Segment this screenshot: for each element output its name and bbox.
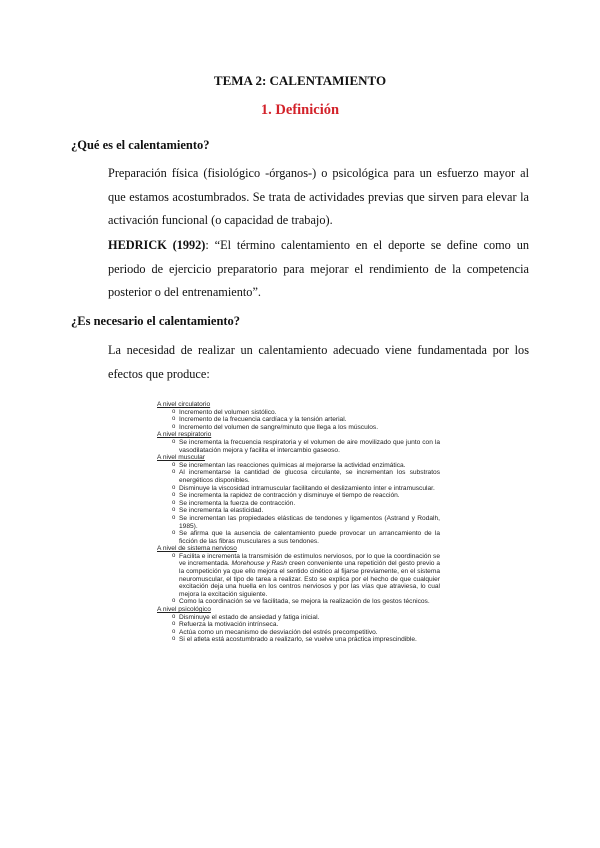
hedrick-quote-paragraph — [108, 234, 529, 305]
list-item: o Se incrementan las reacciones químicas al mejorarse la actividad enzimática. — [157, 462, 440, 470]
question-is-warmup-necessary: ¿Es necesario el calentamiento? — [71, 314, 241, 328]
hedrick-citation: HEDRICK (1992) — [108, 238, 206, 252]
list-item: o Se incrementa la elasticidad. — [157, 507, 440, 515]
nervous-authors: Morehouse y Rash — [231, 560, 287, 568]
list-item: o Disminuye el estado de ansiedad y fatiga inicial. — [157, 614, 440, 622]
list-item: o Incremento del volumen sistólico. — [157, 409, 440, 417]
list-item: o Se incrementa la rapidez de contracción y disminuye el tiempo de reacción. — [157, 492, 440, 500]
document-heading: TEMA 2: CALENTAMIENTO — [213, 73, 387, 88]
definition-paragraph: Preparación física (fisiológico -órganos-) o psicológica para un esfuerzo mayor al que estamos acostumbrados. Se trata de actividades previas que sirven para elevar la activación funcional (o capacidad de trabajo). — [108, 166, 529, 227]
effects-respiratory-label: A nivel respiratorio — [157, 431, 212, 439]
necessity-paragraph: La necesidad de realizar un calentamiento adecuado viene fundamentada por los efectos que produce: — [108, 343, 529, 381]
list-item: o Refuerza la motivación intrínseca. — [157, 621, 440, 629]
effects-nervous-label: A nivel de sistema nervioso — [157, 545, 237, 553]
effects-psychological-label: A nivel psicológico — [157, 606, 211, 614]
list-item: o Se incrementa la fuerza de contracción. — [157, 500, 440, 508]
nervous-text-end: creen conveniente una repetición del gesto previo a la competición ya que ello mejora el sentido cinético al fijarse previamente, en el sistema neuromuscular, el tipo de tarea a realizar. Esto se explica por el hecho de que cualquier excitación deja una huella en los centros nerviosos y por las vías que atraviesa, lo cual mejora la excitación siguiente. — [179, 560, 440, 598]
list-item: o Se incrementan las propiedades elásticas de tendones y ligamentos (Astrand y Rodalh, 1985). — [157, 515, 440, 530]
hedrick-quote-text: : “El término calentamiento en el deporte se define como un periodo de ejercicio preparatorio para mejorar el rendimiento de la competencia posterior o del entrenamiento”. — [108, 238, 529, 299]
list-item: o Actúa como un mecanismo de desviación del estrés precompetitivo. — [157, 629, 440, 637]
list-item: o Si el atleta está acostumbrado a realizarlo, se vuelve una práctica imprescindible. — [157, 636, 440, 644]
section-title: 1. Definición — [260, 102, 340, 118]
list-item — [157, 553, 440, 599]
effects-circulatory-label: A nivel circulatorio — [157, 401, 211, 408]
list-item: o Como la coordinación se ve facilitada, se mejora la realización de los gestos técnicos. — [157, 598, 440, 606]
list-item: o Se afirma que la ausencia de calentamiento puede provocar un arrancamiento de la ficción de las fibras musculares a sus tendones. — [157, 530, 440, 545]
list-item: o Incremento de la frecuencia cardíaca y la tensión arterial. — [157, 416, 440, 424]
list-item: o Se incrementa la frecuencia respiratoria y el volumen de aire movilizado que junto con la vasodilatación mejora y facilita el intercambio gaseoso. — [157, 439, 440, 454]
question-what-is-warmup: ¿Qué es el calentamiento? — [71, 138, 210, 152]
nervous-text-start: Facilita e incrementa la transmisión de estímulos nerviosos, por lo que la coordinación se ve incrementada. — [179, 552, 440, 568]
list-item: o Incremento del volumen de sangre/minuto que llega a los músculos. — [157, 424, 440, 432]
list-item: o Al incrementarse la cantidad de glucosa circulante, se incrementan los substratos energéticos disponibles. — [157, 469, 440, 484]
list-item: o Disminuye la viscosidad intramuscular facilitando el deslizamiento ínter e intramuscular. — [157, 485, 440, 493]
effects-list — [157, 401, 440, 644]
effects-muscular-label: A nivel muscular — [157, 454, 206, 462]
